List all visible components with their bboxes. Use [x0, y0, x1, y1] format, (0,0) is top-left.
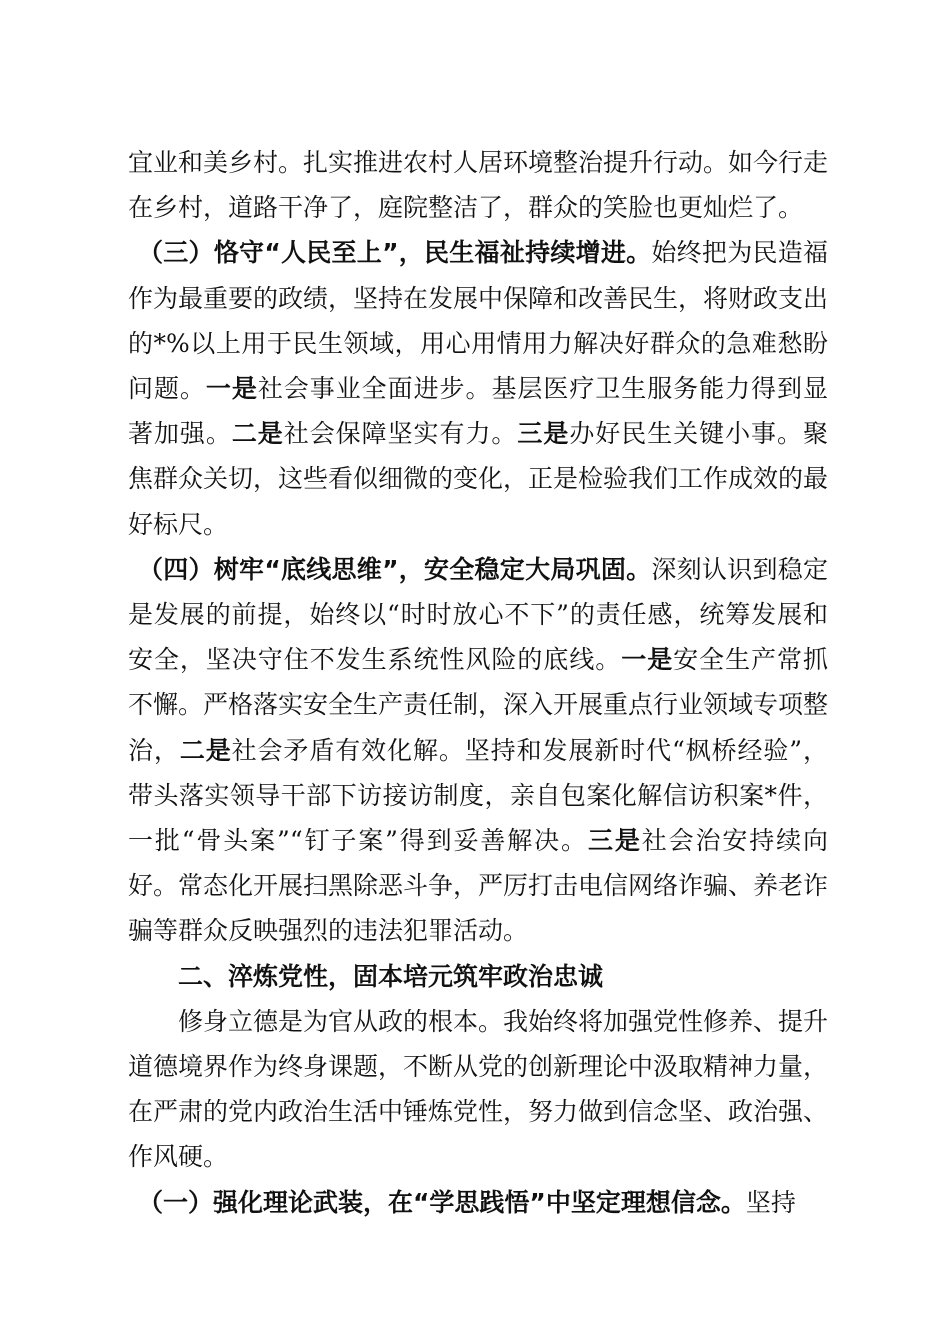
paragraph-text: 社会治安持续向好。常态化开展扫黑除恶斗争，严厉打击电信网络诈骗、养老诈骗等群众反映强烈的违法犯罪活动。 [128, 826, 829, 946]
paragraph-text: 坚持 [745, 1187, 796, 1217]
subheading-theory-arming: （一）强化理论武装，在“学思践悟”中坚定理想信念。 [138, 1187, 746, 1217]
paragraph-text: 办好民生关键小事。聚焦群众关切，这些看似细微的变化，正是检验我们工作成效的最好标尺。 [128, 419, 829, 539]
keyword-first: 一是 [621, 645, 674, 675]
paragraph-text: 社会事业全面进步。基层医疗卫生服务能力得到显著加强。 [128, 374, 828, 449]
keyword-third: 三是 [587, 826, 642, 856]
paragraph-text: 始终把为民造福作为最重要的政绩，坚持在发展中保障和改善民生，将财政支出的*%以上用于民生领域，用心用情用力解决好群众的急难愁盼问题。 [128, 238, 829, 404]
paragraph-people-first [128, 230, 828, 546]
paragraph-rural-revitalization: 宜业和美乡村。扎实推进农村人居环境整治提升行动。如今行走在乡村，道路干净了，庭院整洁了，群众的笑脸也更灿烂了。 [128, 148, 829, 223]
paragraph-text: 安全生产常抓不懈。严格落实安全生产责任制，深入开展重点行业领域专项整治， [128, 645, 829, 765]
keyword-second: 二是 [231, 419, 284, 449]
paragraph-self-cultivation: 修身立德是为官从政的根本。我始终将加强党性修养、提升道德境界作为终身课题，不断从党的创新理论中汲取精神力量，在严肃的党内政治生活中锤炼党性，努力做到信念坚、政治强、作风硬。 [128, 1006, 829, 1172]
keyword-first: 一是 [205, 374, 258, 404]
subheading-bottom-line: （四）树牢“底线思维”，安全稳定大局巩固。 [138, 554, 652, 584]
document-page [128, 140, 828, 1225]
paragraph-theory-arming [128, 1180, 828, 1225]
keyword-third: 三是 [517, 419, 570, 449]
subheading-people-first: （三）恪守“人民至上”，民生福祉持续增进。 [138, 238, 652, 268]
keyword-second: 二是 [179, 735, 232, 765]
paragraph-text: 深刻认识到稳定是发展的前提，始终以“时时放心不下”的责任感，统筹发展和安全，坚决守住不发生系统性风险的底线。 [128, 554, 828, 675]
paragraph-bottom-line [128, 547, 828, 954]
paragraph-text: 社会矛盾有效化解。坚持和发展新时代“枫桥经验”，带头落实领导干部下访接访制度，亲自包案化解信访积案*件，一批“骨头案”“钉子案”得到妥善解决。 [128, 735, 828, 856]
section-heading-party-spirit: 二、淬炼党性，固本培元筑牢政治忠诚 [178, 961, 604, 991]
paragraph-text: 社会保障坚实有力。 [283, 419, 518, 449]
